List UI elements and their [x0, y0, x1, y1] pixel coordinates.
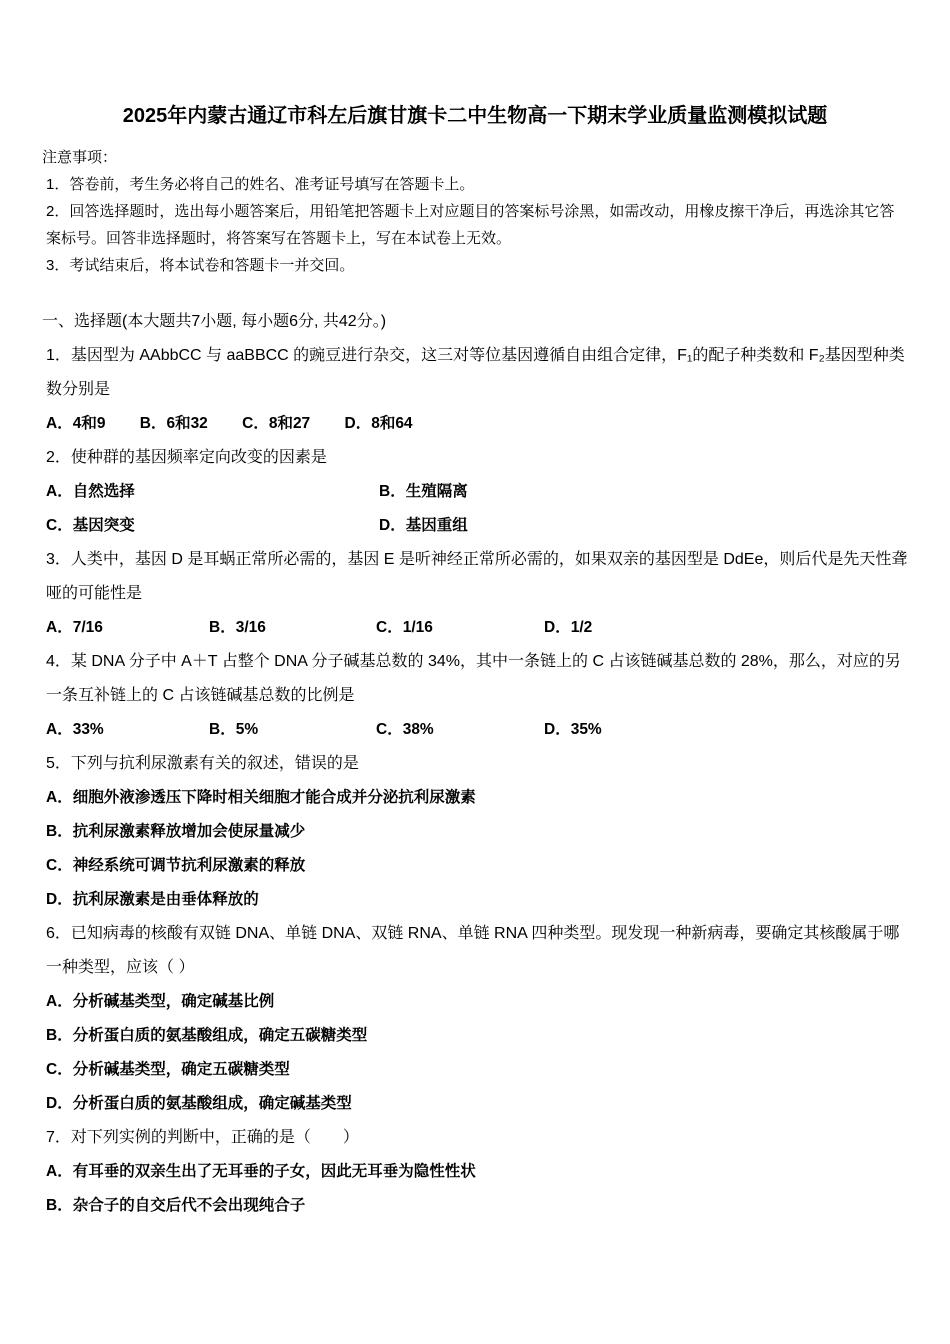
option-a: A．4和9 [46, 415, 106, 432]
option-c: C．8和27 [242, 415, 311, 432]
question-6-stem: 6．已知病毒的核酸有双链 DNA、单链 DNA、双链 RNA、单链 RNA 四种类型。现发现一种新病毒，要确定其核酸属于哪一种类型，应该（ ） [46, 925, 900, 976]
option-a: A．7/16 [46, 619, 103, 636]
option-b: B．6和32 [139, 415, 208, 432]
question-3-stem: 3．人类中，基因 D 是耳蜗正常所必需的，基因 E 是听神经正常所必需的，如果双亲的基因型是 DdEe，则后代是先天性聋哑的可能性是 [46, 551, 908, 602]
option-b: B．抗利尿激素释放增加会使尿量减少 [46, 823, 306, 840]
option-d: D．抗利尿激素是由垂体释放的 [46, 891, 259, 908]
question-5-stem: 5．下列与抗利尿激素有关的叙述，错误的是 [46, 755, 359, 772]
section-heading: 一、选择题(本大题共7小题, 每小题6分, 共42分。) [42, 313, 387, 330]
question-1 [42, 339, 908, 441]
question-4-stem: 4．某 DNA 分子中 A＋T 占整个 DNA 分子碱基总数的 34%，其中一条链上的 C 占该链碱基总数的 28%，那么，对应的另一条互补链上的 C 占该链碱基总数的比例是 [46, 653, 901, 704]
question-7-stem: 7．对下列实例的判断中，正确的是（ ） [46, 1129, 359, 1146]
notice-item-2: 2．回答选择题时，选出每小题答案后，用铅笔把答题卡上对应题目的答案标号涂黑，如需改动，用橡皮擦干净后，再选涂其它答案标号。回答非选择题时，将答案写在答题卡上，写在本试卷上无效。 [46, 203, 895, 247]
option-a: A．有耳垂的双亲生出了无耳垂的子女，因此无耳垂为隐性性状 [46, 1163, 476, 1180]
option-a: A．分析碱基类型，确定碱基比例 [46, 993, 275, 1010]
question-2 [42, 441, 908, 543]
option-c: C．38% [376, 721, 434, 738]
question-1-stem: 1．基因型为 AAbbCC 与 aaBBCC 的豌豆进行杂交，这三对等位基因遵循自由组合定律，F₁的配子种类数和 F₂基因型种类数分别是 [46, 347, 905, 398]
question-5-options [42, 781, 908, 917]
option-a: A．细胞外液渗透压下降时相关细胞才能合成并分泌抗利尿激素 [46, 789, 476, 806]
question-5 [42, 747, 908, 917]
option-b: B．生殖隔离 [379, 483, 468, 500]
question-4-options [42, 713, 908, 747]
option-c: C．神经系统可调节抗利尿激素的释放 [46, 857, 306, 874]
option-d: D．基因重组 [379, 517, 468, 534]
question-6-options [42, 985, 908, 1121]
option-a: A．自然选择 [46, 483, 135, 500]
option-d: D．35% [544, 721, 602, 738]
question-4 [42, 645, 908, 747]
question-2-stem: 2．使种群的基因频率定向改变的因素是 [46, 449, 327, 466]
notice-heading: 注意事项： [42, 149, 118, 166]
option-c: C．基因突变 [46, 517, 135, 534]
notice-section [42, 144, 908, 279]
question-1-options [42, 407, 908, 441]
option-b: B．5% [209, 721, 259, 738]
option-b: B．分析蛋白质的氨基酸组成，确定五碳糖类型 [46, 1027, 368, 1044]
option-d: D．1/2 [544, 619, 593, 636]
question-2-options [42, 475, 908, 543]
notice-item-3: 3．考试结束后，将本试卷和答题卡一并交回。 [46, 257, 355, 274]
question-6 [42, 917, 908, 1121]
question-3-options [42, 611, 908, 645]
option-d: D．8和64 [344, 415, 413, 432]
option-b: B．3/16 [209, 619, 266, 636]
option-d: D．分析蛋白质的氨基酸组成，确定碱基类型 [46, 1095, 352, 1112]
question-7-options [42, 1155, 908, 1223]
option-a: A．33% [46, 721, 104, 738]
question-7 [42, 1121, 908, 1223]
option-c: C．1/16 [376, 619, 433, 636]
option-c: C．分析碱基类型，确定五碳糖类型 [46, 1061, 290, 1078]
page-title: 2025年内蒙古通辽市科左后旗甘旗卡二中生物高一下期末学业质量监测模拟试题 [122, 105, 828, 127]
question-3 [42, 543, 908, 645]
notice-item-1: 1．答卷前，考生务必将自己的姓名、准考证号填写在答题卡上。 [46, 176, 475, 193]
option-b: B．杂合子的自交后代不会出现纯合子 [46, 1197, 306, 1214]
